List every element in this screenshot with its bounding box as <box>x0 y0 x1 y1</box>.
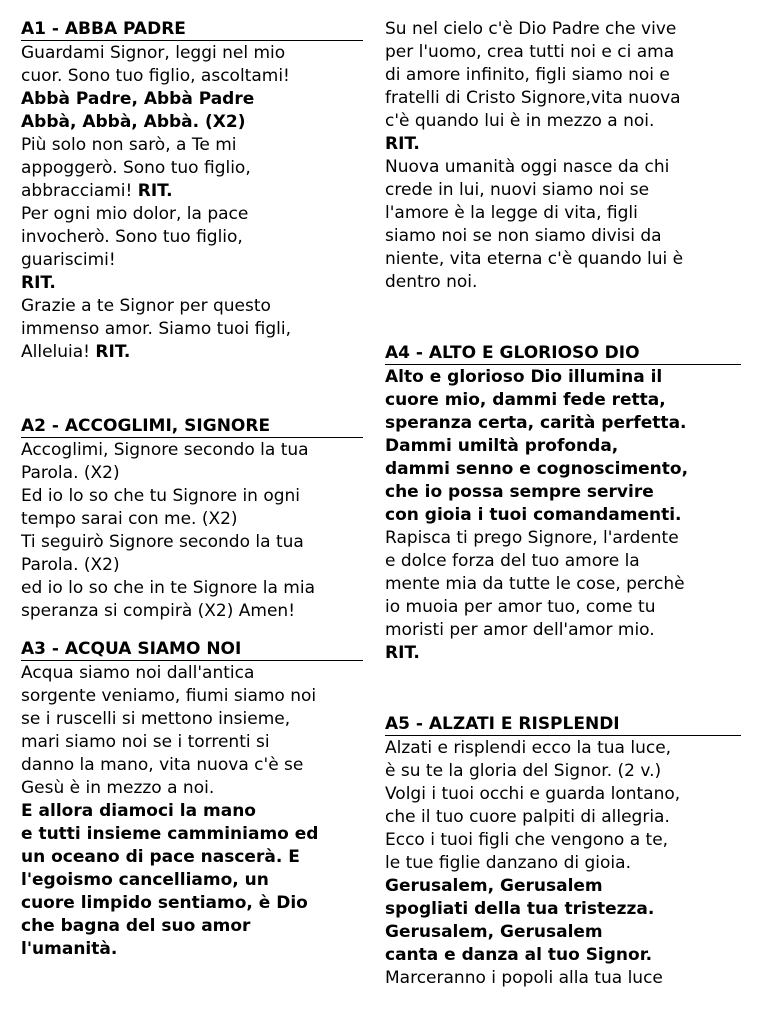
verse-line <box>385 737 757 760</box>
song-title: A2 - ACCOGLIMI, SIGNORE <box>21 416 363 438</box>
refrain-line <box>385 412 757 435</box>
refrain-line <box>385 642 757 665</box>
song-title: A1 - ABBA PADRE <box>21 19 363 41</box>
line-text: cuor. Sono tuo figlio, ascoltami! <box>21 66 290 86</box>
verse-line <box>21 731 383 754</box>
line-text: RIT. <box>21 273 56 293</box>
line-text: cuore mio, dammi fede retta, <box>385 390 666 410</box>
line-text: l'amore è la legge di vita, figli <box>385 203 638 223</box>
line-text: e tutti insieme camminiamo ed <box>21 824 319 844</box>
line-text: danno la mano, vita nuova c'è se <box>21 755 304 775</box>
verse-line <box>21 777 383 800</box>
song-a1 <box>21 18 383 364</box>
refrain-line <box>21 111 383 134</box>
line-text: cuore limpido sentiamo, è Dio <box>21 893 308 913</box>
line-text: è su te la gloria del Signor. (2 v.) <box>385 761 662 781</box>
verse-line <box>21 157 383 180</box>
line-text: Acqua siamo noi dall'antica <box>21 663 255 683</box>
refrain-line <box>21 800 383 823</box>
refrain-line <box>385 133 757 156</box>
verse-line <box>21 203 383 226</box>
right-column <box>385 18 757 990</box>
line-text: Alto e glorioso Dio illumina il <box>385 367 663 387</box>
line-text: abbracciami! <box>21 181 138 201</box>
line-text: Ti seguirò Signore secondo la tua <box>21 532 304 552</box>
line-text: canta e danza al tuo Signor. <box>385 945 653 965</box>
verse-line <box>21 439 383 462</box>
verse-line <box>385 596 757 619</box>
line-text: Gerusalem, Gerusalem <box>385 876 603 896</box>
verse-line <box>21 318 383 341</box>
line-text: Grazie a te Signor per questo <box>21 296 271 316</box>
verse-line <box>21 554 383 577</box>
refrain-line <box>21 88 383 111</box>
verse-line <box>21 42 383 65</box>
line-text: speranza si compirà (X2) Amen! <box>21 601 296 621</box>
line-text: RIT. <box>385 643 420 663</box>
line-text: dammi senno e cognoscimento, <box>385 459 689 479</box>
verse-line <box>21 754 383 777</box>
verse-line <box>21 685 383 708</box>
verse-line <box>21 508 383 531</box>
line-text: che il tuo cuore palpiti di allegria. <box>385 807 670 827</box>
song-a5 <box>385 713 757 990</box>
verse-line <box>21 341 383 364</box>
line-text: appoggerò. Sono tuo figlio, <box>21 158 251 178</box>
verse-line <box>21 600 383 623</box>
song-title: A4 - ALTO E GLORIOSO DIO <box>385 343 741 365</box>
line-text: crede in lui, nuovi siamo noi se <box>385 180 650 200</box>
verse-line <box>385 271 757 294</box>
refrain-line <box>385 458 757 481</box>
verse-line <box>385 64 757 87</box>
verse-line <box>21 134 383 157</box>
verse-line <box>385 527 757 550</box>
verse-line <box>385 619 757 642</box>
line-text: Volgi i tuoi occhi e guarda lontano, <box>385 784 681 804</box>
line-text: Marceranno i popoli alla tua luce <box>385 968 663 988</box>
verse-line <box>385 967 757 990</box>
line-text: Abbà Padre, Abbà Padre <box>21 89 255 109</box>
line-text: Ecco i tuoi figli che vengono a te, <box>385 830 669 850</box>
line-text: Guardami Signor, leggi nel mio <box>21 43 286 63</box>
refrain-marker: RIT. <box>95 342 131 362</box>
verse-line <box>385 550 757 573</box>
verse-line <box>385 41 757 64</box>
line-text: niente, vita eterna c'è quando lui è <box>385 249 684 269</box>
verse-line <box>385 760 757 783</box>
line-text: fratelli di Cristo Signore,vita nuova <box>385 88 681 108</box>
line-text: con gioia i tuoi comandamenti. <box>385 505 682 525</box>
refrain-line <box>385 875 757 898</box>
line-text: c'è quando lui è in mezzo a noi. <box>385 111 655 131</box>
line-text: Abbà, Abbà, Abbà. (X2) <box>21 112 246 132</box>
line-text: siamo noi se non siamo divisi da <box>385 226 662 246</box>
refrain-line <box>21 892 383 915</box>
verse-line <box>21 180 383 203</box>
line-text: mente mia da tutte le cose, perchè <box>385 574 685 594</box>
line-text: Per ogni mio dolor, la pace <box>21 204 249 224</box>
line-text: sorgente veniamo, fiumi siamo noi <box>21 686 317 706</box>
refrain-line <box>385 944 757 967</box>
refrain-line <box>21 869 383 892</box>
refrain-line <box>385 366 757 389</box>
line-text: Ed io lo so che tu Signore in ogni <box>21 486 301 506</box>
line-text: Gesù è in mezzo a noi. <box>21 778 215 798</box>
verse-line <box>385 110 757 133</box>
refrain-line <box>21 272 383 295</box>
refrain-line <box>385 898 757 921</box>
refrain-line <box>385 389 757 412</box>
refrain-line <box>385 921 757 944</box>
verse-line <box>385 852 757 875</box>
refrain-line <box>21 846 383 869</box>
verse-line <box>385 156 757 179</box>
line-text: RIT. <box>385 134 420 154</box>
verse-line <box>21 662 383 685</box>
line-text: Gerusalem, Gerusalem <box>385 922 603 942</box>
line-text: l'egoismo cancelliamo, un <box>21 870 269 890</box>
refrain-line <box>21 823 383 846</box>
line-text: se i ruscelli si mettono insieme, <box>21 709 291 729</box>
line-text: un oceano di pace nascerà. E <box>21 847 300 867</box>
verse-line <box>21 295 383 318</box>
verse-line <box>385 202 757 225</box>
line-text: Dammi umiltà profonda, <box>385 436 619 456</box>
line-text: invocherò. Sono tuo figlio, <box>21 227 243 247</box>
line-text: spogliati della tua tristezza. <box>385 899 655 919</box>
verse-line <box>385 573 757 596</box>
verse-line <box>385 248 757 271</box>
verse-line <box>21 577 383 600</box>
line-text: io muoia per amor tuo, come tu <box>385 597 656 617</box>
refrain-line <box>21 915 383 938</box>
verse-line <box>21 485 383 508</box>
line-text: di amore infinito, figli siamo noi e <box>385 65 670 85</box>
verse-line <box>385 783 757 806</box>
line-text: Più solo non sarò, a Te mi <box>21 135 237 155</box>
refrain-line <box>385 504 757 527</box>
line-text: Parola. (X2) <box>21 463 120 483</box>
line-text: l'umanità. <box>21 939 118 959</box>
line-text: guariscimi! <box>21 250 116 270</box>
line-text: ed io lo so che in te Signore la mia <box>21 578 315 598</box>
song-a2 <box>21 415 383 623</box>
verse-line <box>21 462 383 485</box>
song-a3-continued <box>385 18 757 294</box>
refrain-marker: RIT. <box>137 181 173 201</box>
line-text: Nuova umanità oggi nasce da chi <box>385 157 670 177</box>
verse-line <box>21 249 383 272</box>
line-text: dentro noi. <box>385 272 478 292</box>
left-column <box>21 18 383 961</box>
line-text: Parola. (X2) <box>21 555 120 575</box>
line-text: le tue figlie danzano di gioia. <box>385 853 631 873</box>
verse-line <box>385 225 757 248</box>
line-text: moristi per amor dell'amor mio. <box>385 620 655 640</box>
line-text: speranza certa, carità perfetta. <box>385 413 687 433</box>
line-text: immenso amor. Siamo tuoi figli, <box>21 319 291 339</box>
refrain-line <box>385 435 757 458</box>
song-title: A3 - ACQUA SIAMO NOI <box>21 639 363 661</box>
line-text: che io possa sempre servire <box>385 482 654 502</box>
verse-line <box>21 226 383 249</box>
line-text: Su nel cielo c'è Dio Padre che vive <box>385 19 677 39</box>
verse-line <box>385 18 757 41</box>
verse-line <box>385 179 757 202</box>
line-text: tempo sarai con me. (X2) <box>21 509 238 529</box>
song-a4 <box>385 342 757 665</box>
line-text: mari siamo noi se i torrenti si <box>21 732 270 752</box>
song-title: A5 - ALZATI E RISPLENDI <box>385 714 741 736</box>
verse-line <box>21 708 383 731</box>
verse-line <box>21 65 383 88</box>
line-text: Alleluia! <box>21 342 96 362</box>
song-a3 <box>21 638 383 961</box>
line-text: Rapisca ti prego Signore, l'ardente <box>385 528 679 548</box>
line-text: Accoglimi, Signore secondo la tua <box>21 440 309 460</box>
refrain-line <box>21 938 383 961</box>
line-text: che bagna del suo amor <box>21 916 251 936</box>
verse-line <box>21 531 383 554</box>
line-text: E allora diamoci la mano <box>21 801 256 821</box>
verse-line <box>385 806 757 829</box>
verse-line <box>385 829 757 852</box>
refrain-line <box>385 481 757 504</box>
verse-line <box>385 87 757 110</box>
line-text: per l'uomo, crea tutti noi e ci ama <box>385 42 675 62</box>
line-text: Alzati e risplendi ecco la tua luce, <box>385 738 672 758</box>
line-text: e dolce forza del tuo amore la <box>385 551 640 571</box>
